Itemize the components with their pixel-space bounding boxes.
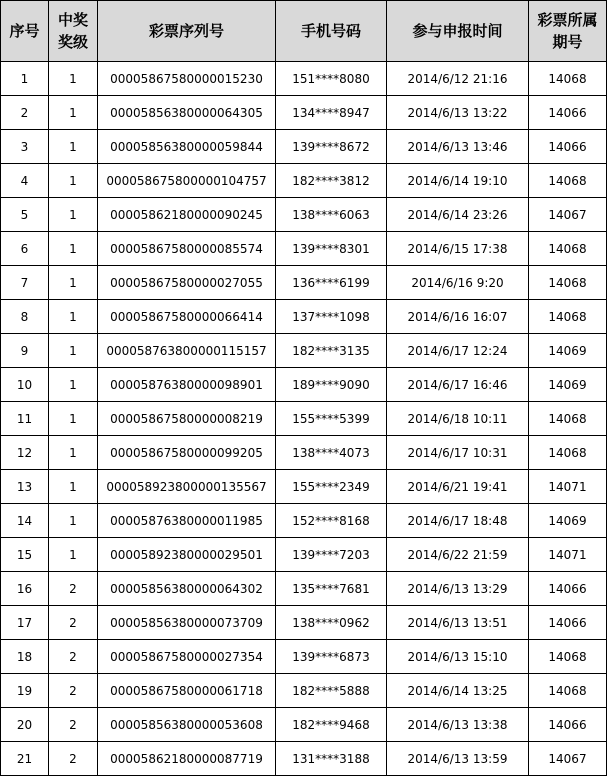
cell-index: 17 bbox=[1, 606, 49, 640]
cell-ticket-serial: 00005856380000064302 bbox=[98, 572, 276, 606]
cell-index: 19 bbox=[1, 674, 49, 708]
table-row bbox=[1, 334, 607, 368]
cell-phone: 139****6873 bbox=[276, 640, 387, 674]
cell-prize-level: 1 bbox=[49, 402, 98, 436]
cell-prize-level: 1 bbox=[49, 334, 98, 368]
cell-declare-time: 2014/6/14 23:26 bbox=[387, 198, 529, 232]
table-row bbox=[1, 436, 607, 470]
cell-prize-level: 2 bbox=[49, 572, 98, 606]
cell-issue-number: 14068 bbox=[529, 300, 607, 334]
cell-ticket-serial: 00005862180000087719 bbox=[98, 742, 276, 776]
cell-index: 18 bbox=[1, 640, 49, 674]
cell-prize-level: 2 bbox=[49, 742, 98, 776]
header-row bbox=[1, 1, 607, 62]
cell-phone: 136****6199 bbox=[276, 266, 387, 300]
cell-index: 14 bbox=[1, 504, 49, 538]
cell-prize-level: 1 bbox=[49, 436, 98, 470]
cell-issue-number: 14069 bbox=[529, 504, 607, 538]
cell-phone: 138****6063 bbox=[276, 198, 387, 232]
cell-issue-number: 14066 bbox=[529, 708, 607, 742]
cell-declare-time: 2014/6/15 17:38 bbox=[387, 232, 529, 266]
cell-declare-time: 2014/6/13 13:38 bbox=[387, 708, 529, 742]
cell-issue-number: 14066 bbox=[529, 606, 607, 640]
cell-phone: 134****8947 bbox=[276, 96, 387, 130]
table-row bbox=[1, 742, 607, 776]
cell-ticket-serial: 00005867580000066414 bbox=[98, 300, 276, 334]
cell-prize-level: 1 bbox=[49, 470, 98, 504]
cell-ticket-serial: 000058675800000104757 bbox=[98, 164, 276, 198]
cell-issue-number: 14068 bbox=[529, 232, 607, 266]
cell-ticket-serial: 00005867580000027055 bbox=[98, 266, 276, 300]
cell-index: 7 bbox=[1, 266, 49, 300]
cell-index: 13 bbox=[1, 470, 49, 504]
cell-declare-time: 2014/6/14 19:10 bbox=[387, 164, 529, 198]
cell-issue-number: 14071 bbox=[529, 538, 607, 572]
cell-issue-number: 14066 bbox=[529, 130, 607, 164]
cell-ticket-serial: 00005856380000053608 bbox=[98, 708, 276, 742]
cell-phone: 182****3135 bbox=[276, 334, 387, 368]
cell-ticket-serial: 00005867580000099205 bbox=[98, 436, 276, 470]
cell-prize-level: 1 bbox=[49, 130, 98, 164]
cell-phone: 135****7681 bbox=[276, 572, 387, 606]
cell-declare-time: 2014/6/13 13:29 bbox=[387, 572, 529, 606]
cell-declare-time: 2014/6/13 13:22 bbox=[387, 96, 529, 130]
cell-phone: 139****8672 bbox=[276, 130, 387, 164]
table-row bbox=[1, 572, 607, 606]
cell-index: 5 bbox=[1, 198, 49, 232]
cell-issue-number: 14066 bbox=[529, 572, 607, 606]
cell-ticket-serial: 00005867580000027354 bbox=[98, 640, 276, 674]
cell-declare-time: 2014/6/17 12:24 bbox=[387, 334, 529, 368]
cell-phone: 155****2349 bbox=[276, 470, 387, 504]
cell-phone: 182****9468 bbox=[276, 708, 387, 742]
cell-ticket-serial: 000058763800000115157 bbox=[98, 334, 276, 368]
cell-prize-level: 1 bbox=[49, 164, 98, 198]
cell-issue-number: 14067 bbox=[529, 742, 607, 776]
cell-declare-time: 2014/6/17 10:31 bbox=[387, 436, 529, 470]
cell-issue-number: 14068 bbox=[529, 402, 607, 436]
header-ticket-serial: 彩票序列号 bbox=[98, 1, 276, 62]
cell-declare-time: 2014/6/21 19:41 bbox=[387, 470, 529, 504]
cell-phone: 137****1098 bbox=[276, 300, 387, 334]
cell-prize-level: 1 bbox=[49, 538, 98, 572]
cell-index: 1 bbox=[1, 62, 49, 96]
table-row bbox=[1, 164, 607, 198]
cell-phone: 182****5888 bbox=[276, 674, 387, 708]
cell-issue-number: 14066 bbox=[529, 96, 607, 130]
table-row bbox=[1, 538, 607, 572]
cell-ticket-serial: 00005856380000064305 bbox=[98, 96, 276, 130]
cell-phone: 139****7203 bbox=[276, 538, 387, 572]
cell-declare-time: 2014/6/13 15:10 bbox=[387, 640, 529, 674]
table-row bbox=[1, 606, 607, 640]
cell-issue-number: 14071 bbox=[529, 470, 607, 504]
cell-ticket-serial: 000058923800000135567 bbox=[98, 470, 276, 504]
cell-declare-time: 2014/6/13 13:46 bbox=[387, 130, 529, 164]
cell-declare-time: 2014/6/22 21:59 bbox=[387, 538, 529, 572]
cell-index: 2 bbox=[1, 96, 49, 130]
cell-issue-number: 14069 bbox=[529, 334, 607, 368]
cell-index: 6 bbox=[1, 232, 49, 266]
cell-prize-level: 1 bbox=[49, 198, 98, 232]
header-issue-number: 彩票所属 期号 bbox=[529, 1, 607, 62]
header-index: 序号 bbox=[1, 1, 49, 62]
cell-declare-time: 2014/6/17 18:48 bbox=[387, 504, 529, 538]
table-row bbox=[1, 62, 607, 96]
table-body bbox=[1, 62, 607, 776]
cell-issue-number: 14068 bbox=[529, 436, 607, 470]
table-row bbox=[1, 96, 607, 130]
table-row bbox=[1, 130, 607, 164]
cell-index: 15 bbox=[1, 538, 49, 572]
header-phone: 手机号码 bbox=[276, 1, 387, 62]
cell-issue-number: 14068 bbox=[529, 674, 607, 708]
cell-issue-number: 14067 bbox=[529, 198, 607, 232]
cell-prize-level: 2 bbox=[49, 606, 98, 640]
cell-declare-time: 2014/6/12 21:16 bbox=[387, 62, 529, 96]
cell-index: 9 bbox=[1, 334, 49, 368]
cell-ticket-serial: 00005856380000059844 bbox=[98, 130, 276, 164]
table-row bbox=[1, 674, 607, 708]
cell-ticket-serial: 00005867580000015230 bbox=[98, 62, 276, 96]
cell-prize-level: 1 bbox=[49, 62, 98, 96]
cell-ticket-serial: 00005867580000085574 bbox=[98, 232, 276, 266]
cell-declare-time: 2014/6/13 13:51 bbox=[387, 606, 529, 640]
cell-ticket-serial: 00005876380000011985 bbox=[98, 504, 276, 538]
cell-declare-time: 2014/6/18 10:11 bbox=[387, 402, 529, 436]
cell-declare-time: 2014/6/17 16:46 bbox=[387, 368, 529, 402]
cell-ticket-serial: 00005862180000090245 bbox=[98, 198, 276, 232]
cell-phone: 189****9090 bbox=[276, 368, 387, 402]
cell-ticket-serial: 00005876380000098901 bbox=[98, 368, 276, 402]
table-row bbox=[1, 470, 607, 504]
table-row bbox=[1, 198, 607, 232]
cell-prize-level: 2 bbox=[49, 674, 98, 708]
cell-phone: 131****3188 bbox=[276, 742, 387, 776]
cell-prize-level: 1 bbox=[49, 96, 98, 130]
cell-phone: 155****5399 bbox=[276, 402, 387, 436]
cell-declare-time: 2014/6/16 9:20 bbox=[387, 266, 529, 300]
cell-phone: 139****8301 bbox=[276, 232, 387, 266]
cell-phone: 138****0962 bbox=[276, 606, 387, 640]
cell-index: 10 bbox=[1, 368, 49, 402]
cell-prize-level: 1 bbox=[49, 300, 98, 334]
cell-issue-number: 14068 bbox=[529, 164, 607, 198]
cell-index: 16 bbox=[1, 572, 49, 606]
cell-index: 20 bbox=[1, 708, 49, 742]
cell-prize-level: 1 bbox=[49, 232, 98, 266]
cell-declare-time: 2014/6/13 13:59 bbox=[387, 742, 529, 776]
table-row bbox=[1, 402, 607, 436]
table-row bbox=[1, 640, 607, 674]
cell-phone: 182****3812 bbox=[276, 164, 387, 198]
cell-index: 11 bbox=[1, 402, 49, 436]
table-row bbox=[1, 708, 607, 742]
cell-ticket-serial: 00005856380000073709 bbox=[98, 606, 276, 640]
cell-phone: 151****8080 bbox=[276, 62, 387, 96]
cell-declare-time: 2014/6/14 13:25 bbox=[387, 674, 529, 708]
cell-prize-level: 1 bbox=[49, 504, 98, 538]
cell-index: 21 bbox=[1, 742, 49, 776]
cell-prize-level: 1 bbox=[49, 266, 98, 300]
cell-index: 4 bbox=[1, 164, 49, 198]
cell-prize-level: 2 bbox=[49, 708, 98, 742]
table-row bbox=[1, 232, 607, 266]
cell-issue-number: 14069 bbox=[529, 368, 607, 402]
cell-ticket-serial: 00005867580000008219 bbox=[98, 402, 276, 436]
cell-ticket-serial: 00005892380000029501 bbox=[98, 538, 276, 572]
cell-prize-level: 2 bbox=[49, 640, 98, 674]
table-row bbox=[1, 300, 607, 334]
cell-index: 8 bbox=[1, 300, 49, 334]
table-row bbox=[1, 504, 607, 538]
cell-index: 3 bbox=[1, 130, 49, 164]
header-prize-level: 中奖 奖级 bbox=[49, 1, 98, 62]
table-row bbox=[1, 368, 607, 402]
cell-issue-number: 14068 bbox=[529, 640, 607, 674]
header-declare-time: 参与申报时间 bbox=[387, 1, 529, 62]
cell-prize-level: 1 bbox=[49, 368, 98, 402]
cell-phone: 152****8168 bbox=[276, 504, 387, 538]
cell-declare-time: 2014/6/16 16:07 bbox=[387, 300, 529, 334]
cell-ticket-serial: 00005867580000061718 bbox=[98, 674, 276, 708]
cell-issue-number: 14068 bbox=[529, 62, 607, 96]
cell-issue-number: 14068 bbox=[529, 266, 607, 300]
table-row bbox=[1, 266, 607, 300]
cell-index: 12 bbox=[1, 436, 49, 470]
cell-phone: 138****4073 bbox=[276, 436, 387, 470]
